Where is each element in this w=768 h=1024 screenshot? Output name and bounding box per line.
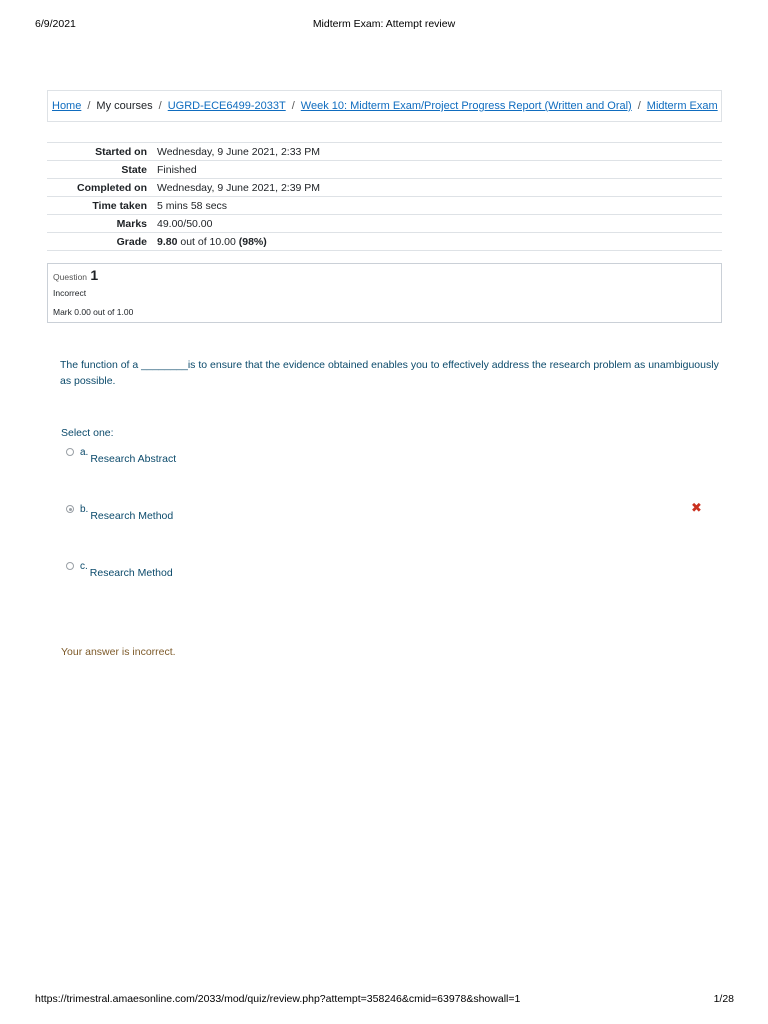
started-on-label: Started on (47, 143, 155, 161)
breadcrumb-separator: / (158, 100, 162, 112)
summary-row-marks (47, 215, 722, 233)
state-label: State (47, 161, 155, 179)
time-taken-label: Time taken (47, 197, 155, 215)
answer-feedback: Your answer is incorrect. (61, 646, 176, 658)
question-mark: Mark 0.00 out of 1.00 (53, 307, 134, 317)
summary-row-grade (47, 233, 722, 251)
breadcrumb-quiz-link[interactable]: Midterm Exam (646, 100, 718, 112)
print-date: 6/9/2021 (35, 18, 76, 30)
radio-button-b[interactable] (66, 505, 74, 513)
attempt-summary-table (47, 142, 722, 251)
grade-label: Grade (47, 233, 155, 251)
time-taken-value: 5 mins 58 secs (155, 197, 722, 215)
summary-row-completed (47, 179, 722, 197)
option-text-c: Research Method (89, 567, 173, 579)
page-number: 1/28 (713, 993, 734, 1005)
breadcrumb-my-courses[interactable]: My courses (96, 100, 153, 112)
breadcrumb-home-link[interactable]: Home (52, 100, 82, 112)
option-letter-b: b. (80, 504, 89, 515)
completed-on-value: Wednesday, 9 June 2021, 2:39 PM (155, 179, 722, 197)
option-text-b: Research Method (90, 510, 174, 522)
marks-label: Marks (47, 215, 155, 233)
question-info-box (47, 263, 722, 323)
question-number (53, 267, 98, 283)
breadcrumb-course-link[interactable]: UGRD-ECE6499-2033T (167, 100, 286, 112)
radio-button-a[interactable] (66, 448, 74, 456)
state-value: Finished (155, 161, 722, 179)
answer-option-b[interactable] (66, 504, 173, 522)
question-label: Question (53, 272, 88, 282)
grade-percent: (98%) (238, 235, 267, 248)
breadcrumb (47, 90, 722, 122)
question-state: Incorrect (53, 288, 87, 298)
answer-option-a[interactable] (66, 447, 176, 465)
radio-button-c[interactable] (66, 562, 74, 570)
completed-on-label: Completed on (47, 179, 155, 197)
breadcrumb-separator: / (291, 100, 295, 112)
summary-row-started (47, 143, 722, 161)
print-title: Midterm Exam: Attempt review (312, 18, 456, 30)
breadcrumb-week-link[interactable]: Week 10: Midterm Exam/Project Progress Report (Written and Oral) (300, 100, 632, 112)
answer-option-c[interactable] (66, 561, 173, 579)
breadcrumb-separator: / (87, 100, 91, 112)
question-text: The function of a ________is to ensure that the evidence obtained enables you to effectively address the research problem as unambiguously as possible. (60, 359, 719, 387)
option-text-a: Research Abstract (90, 453, 177, 465)
incorrect-x-icon: ✖ (691, 500, 702, 515)
grade-out-of: out of 10.00 (177, 235, 239, 248)
question-number-value: 1 (90, 267, 99, 283)
started-on-value: Wednesday, 9 June 2021, 2:33 PM (155, 143, 722, 161)
summary-row-time-taken (47, 197, 722, 215)
option-letter-a: a. (80, 447, 89, 458)
breadcrumb-separator: / (637, 100, 641, 112)
summary-row-state (47, 161, 722, 179)
marks-value: 49.00/50.00 (155, 215, 722, 233)
page-url: https://trimestral.amaesonline.com/2033/mod/quiz/review.php?attempt=358246&cmid=63978&showall=1 (35, 993, 521, 1005)
grade-value-cell (155, 233, 722, 251)
option-letter-c: c. (80, 561, 88, 572)
select-one-prompt: Select one: (61, 427, 114, 439)
grade-score: 9.80 (157, 235, 178, 248)
